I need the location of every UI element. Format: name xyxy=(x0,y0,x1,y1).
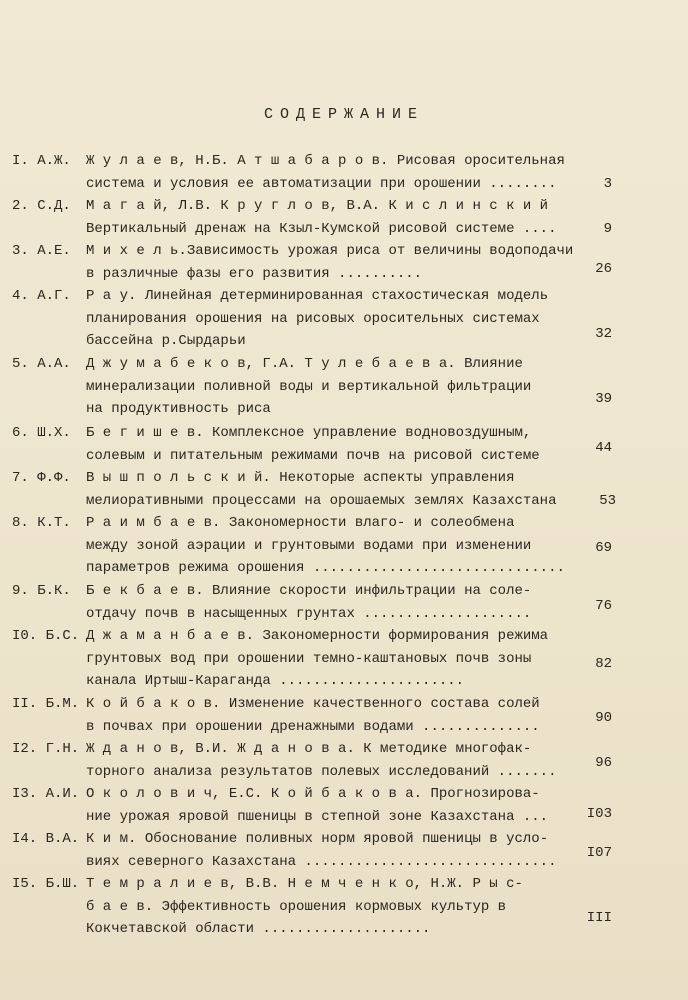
entry-number: I2. Г.Н. xyxy=(12,741,80,757)
entry-author: б а е в. xyxy=(86,898,154,915)
entry-author: Р а у. xyxy=(86,288,137,304)
entry-number: 4. А.Г. xyxy=(12,288,71,304)
entry-author: Б е г и ш е в. xyxy=(86,425,204,441)
entry-title: Изменение качественного состава солей xyxy=(228,696,540,712)
entry-title: Вертикальный дренаж на Кзыл-Кумской рисовой системе .... xyxy=(86,220,557,237)
entry-number: I4. В.А. xyxy=(12,831,80,847)
toc-entry[interactable] xyxy=(12,285,612,353)
entry-page: 96 xyxy=(595,755,612,771)
entry-title: параметров режима орошения .............................. xyxy=(86,560,565,577)
entry-title: Зависимость урожая риса от величины водоподачи xyxy=(186,243,574,259)
entry-title: грунтовых вод при орошении темно-каштановых почв зоны xyxy=(86,650,532,667)
entry-title: Рисовая оросительная xyxy=(396,153,565,169)
entry-page: 44 xyxy=(595,440,612,456)
entry-page: 39 xyxy=(595,391,612,407)
toc-entry[interactable] xyxy=(12,580,612,625)
entry-number: I3. А.И. xyxy=(12,786,80,802)
entry-title: К методике многофак- xyxy=(363,741,532,757)
entry-author: Р а и м б а е в. xyxy=(86,515,221,531)
entry-title: ние урожая яровой пшеницы в степной зоне Казахстана ... xyxy=(86,808,549,825)
entry-title: в различные фазы его развития .......... xyxy=(86,265,423,282)
entry-page: 82 xyxy=(595,656,612,672)
entry-title: Обоснование поливных норм яровой пшеницы в усло- xyxy=(144,831,549,847)
entry-page: 76 xyxy=(595,598,612,614)
entry-title: Закономерности влаго- и солеобмена xyxy=(228,515,515,531)
toc-entry[interactable] xyxy=(12,693,612,738)
entry-page: 32 xyxy=(595,326,612,342)
entry-title: торного анализа результатов полевых исследований ....... xyxy=(86,763,557,780)
entry-number: II. Б.М. xyxy=(12,696,80,712)
entry-author: Т е м р а л и е в, В.В. Н е м ч е н к о, Н.Ж. Р ы с- xyxy=(86,876,523,892)
toc-entry[interactable] xyxy=(12,467,616,512)
entry-number: 9. Б.К. xyxy=(12,583,71,599)
entry-title: на продуктивность риса xyxy=(86,401,271,418)
entry-page: 26 xyxy=(595,261,612,277)
entry-page: 53 xyxy=(599,492,616,509)
entry-title: Кокчетавской области .................... xyxy=(86,921,431,938)
entry-author: О к о л о в и ч, Е.С. К о й б а к о в а. xyxy=(86,786,423,802)
entry-title: солевым и питательным режимами почв на рисовой системе xyxy=(86,447,540,464)
toc-entry[interactable] xyxy=(12,828,612,873)
toc-entry[interactable] xyxy=(12,240,612,285)
entry-title: Влияние xyxy=(464,356,523,372)
entry-page: 69 xyxy=(595,540,612,556)
entry-title: бассейна р.Сырдарьи xyxy=(86,333,246,350)
entry-title: Комплексное управление водновоздушным, xyxy=(212,425,532,441)
entry-number: I. А.Ж. xyxy=(12,153,71,169)
entry-title: в почвах при орошении дренажными водами .............. xyxy=(86,718,540,735)
entry-number: 6. Ш.Х. xyxy=(12,425,71,441)
entry-author: Д ж у м а б е к о в, Г.А. Т у л е б а е в а. xyxy=(86,356,456,372)
entry-page: I07 xyxy=(586,845,612,861)
entry-number: I0. Б.С. xyxy=(12,628,80,644)
entry-title: Эффективность орошения кормовых культур в xyxy=(161,898,507,915)
entry-number: 2. С.Д. xyxy=(12,198,71,214)
entry-title: мелиоративными процессами на орошаемых землях Казахстана xyxy=(86,492,557,509)
entry-author: В ы ш п о л ь с к и й. xyxy=(86,470,271,486)
entry-author: М и х е л ь. xyxy=(86,243,187,259)
entry-number: 3. А.Е. xyxy=(12,243,71,259)
toc-entry[interactable] xyxy=(12,873,612,941)
entry-title: отдачу почв в насыщенных грунтах .................... xyxy=(86,605,532,622)
entry-page: 9 xyxy=(603,220,612,237)
entry-number: 8. К.Т. xyxy=(12,515,71,531)
entry-author: Ж д а н о в, В.И. Ж д а н о в а. xyxy=(86,741,355,757)
entry-title: Влияние скорости инфильтрации на соле- xyxy=(212,583,532,599)
toc-entry[interactable] xyxy=(12,512,612,580)
entry-title: система и условия ее автоматизации при орошении ........ xyxy=(86,175,557,192)
toc-entry[interactable] xyxy=(12,783,612,828)
toc-entry[interactable] xyxy=(12,738,612,783)
entry-author: Д ж а м а н б а е в. xyxy=(86,628,255,644)
toc-entry[interactable] xyxy=(12,625,612,693)
entry-title: между зоной аэрации и грунтовыми водами при изменении xyxy=(86,537,532,554)
entry-page: I03 xyxy=(586,806,612,822)
toc-entry[interactable] xyxy=(12,353,612,421)
entry-page: 90 xyxy=(595,710,612,726)
entry-title: минерализации поливной воды и вертикальной фильтрации xyxy=(86,378,532,395)
page-title: СОДЕРЖАНИЕ xyxy=(263,106,424,123)
toc-entry[interactable] xyxy=(12,195,612,240)
entry-author: М а г а й, Л.В. К р у г л о в, В.А. К и с л и н с к и й xyxy=(86,198,549,214)
entry-title: канала Иртыш-Караганда ...................... xyxy=(86,673,465,690)
entry-title: Линейная детерминированная стахостическая модель xyxy=(144,288,549,304)
toc-entry[interactable] xyxy=(12,422,612,467)
entry-page: 3 xyxy=(603,175,612,192)
entry-page: III xyxy=(586,910,612,926)
entry-title: планирования орошения на рисовых оросительных системах xyxy=(86,310,540,327)
entry-author: К о й б а к о в. xyxy=(86,696,221,712)
entry-number: 5. А.А. xyxy=(12,356,71,372)
entry-number: I5. Б.Ш. xyxy=(12,876,80,892)
entry-title: Закономерности формирования режима xyxy=(262,628,549,644)
entry-number: 7. Ф.Ф. xyxy=(12,470,71,486)
entry-title: виях северного Казахстана .............................. xyxy=(86,853,557,870)
toc-entry[interactable] xyxy=(12,150,612,195)
entry-title: Некоторые аспекты управления xyxy=(279,470,515,486)
entry-title: Прогнозирова- xyxy=(430,786,540,802)
entry-author: К и м. xyxy=(86,831,137,847)
entry-author: Ж у л а е в, Н.Б. А т ш а б а р о в. xyxy=(86,153,389,169)
entry-author: Б е к б а е в. xyxy=(86,583,204,599)
